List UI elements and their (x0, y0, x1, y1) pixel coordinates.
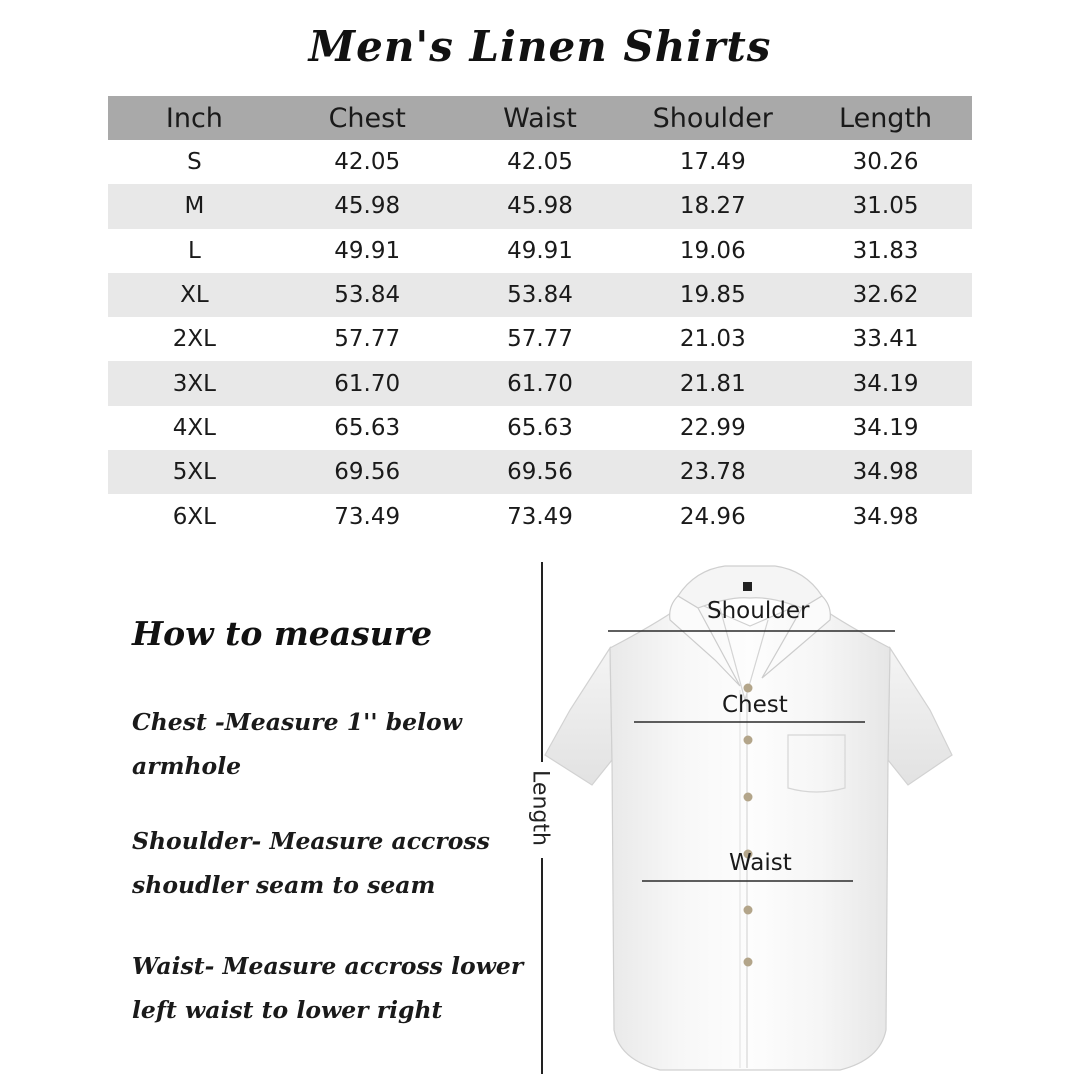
cell-shoulder: 19.85 (626, 273, 799, 317)
cell-size: L (187, 237, 201, 264)
chest-instruction-line-1: Chest -Measure 1'' below (132, 708, 462, 736)
cell-length: 30.26 (852, 149, 919, 176)
cell-chest: 73.49 (334, 503, 401, 530)
header-length: Length (799, 96, 972, 140)
cell-chest: 61.70 (281, 361, 454, 405)
cell-size: XL (108, 273, 281, 317)
cell-size: 2XL (172, 326, 216, 353)
table-row (108, 229, 972, 273)
cell-waist: 45.98 (454, 184, 627, 228)
cell-size: S (187, 149, 202, 176)
header-shoulder: Shoulder (626, 96, 799, 140)
table-row (108, 273, 972, 317)
cell-size: 5XL (108, 450, 281, 494)
cell-chest: 53.84 (281, 273, 454, 317)
cell-length: 33.41 (852, 326, 919, 353)
waist-instruction-line-2: left waist to lower right (132, 996, 443, 1024)
cell-length: 32.62 (799, 273, 972, 317)
shoulder-instruction (132, 819, 552, 907)
waist-label: Waist (729, 850, 792, 876)
shirt-diagram (540, 560, 960, 1080)
cell-length: 31.83 (852, 237, 919, 264)
cell-size: 6XL (172, 503, 216, 530)
how-to-measure-heading: How to measure (132, 614, 433, 653)
cell-shoulder: 24.96 (679, 503, 746, 530)
cell-shoulder: 23.78 (626, 450, 799, 494)
length-label: Length (527, 770, 553, 846)
cell-size: 4XL (172, 414, 216, 441)
left-sleeve (545, 648, 612, 785)
table-row (108, 140, 972, 184)
header-chest: Chest (281, 96, 454, 140)
header-waist: Waist (454, 96, 627, 140)
table-header-row (108, 96, 972, 140)
cell-shoulder: 19.06 (679, 237, 746, 264)
cell-chest: 65.63 (334, 414, 401, 441)
cell-chest: 49.91 (334, 237, 401, 264)
cell-length: 34.19 (799, 361, 972, 405)
cell-waist: 57.77 (507, 326, 573, 353)
cell-size: 3XL (108, 361, 281, 405)
cell-waist: 53.84 (454, 273, 627, 317)
cell-shoulder: 17.49 (679, 149, 746, 176)
cell-waist: 69.56 (454, 450, 627, 494)
button (744, 906, 753, 915)
table-row (108, 317, 972, 361)
cell-chest: 45.98 (281, 184, 454, 228)
cell-length: 34.98 (799, 450, 972, 494)
waist-instruction (132, 944, 552, 1032)
cell-shoulder: 21.03 (679, 326, 746, 353)
cell-waist: 49.91 (507, 237, 573, 264)
cell-waist: 61.70 (454, 361, 627, 405)
shoulder-label: Shoulder (707, 598, 810, 624)
button (744, 736, 753, 745)
cell-waist: 42.05 (507, 149, 573, 176)
button (744, 958, 753, 967)
shirt-body (610, 600, 890, 1070)
waist-instruction-line-1: Waist- Measure accross lower (132, 952, 524, 980)
size-chart-table (108, 96, 972, 539)
shoulder-instruction-line-2: shoudler seam to seam (132, 871, 436, 899)
cell-chest: 69.56 (281, 450, 454, 494)
chest-instruction-line-2: armhole (132, 752, 242, 780)
table-row (108, 406, 972, 450)
cell-shoulder: 21.81 (626, 361, 799, 405)
cell-shoulder: 22.99 (679, 414, 746, 441)
table-row (108, 361, 972, 405)
label-tag (743, 582, 752, 591)
shoulder-instruction-line-1: Shoulder- Measure accross (132, 827, 490, 855)
chest-instruction (132, 700, 552, 788)
cell-shoulder: 18.27 (626, 184, 799, 228)
cell-length: 31.05 (799, 184, 972, 228)
chest-label: Chest (722, 692, 788, 718)
cell-size: M (108, 184, 281, 228)
table-row (108, 494, 972, 538)
right-sleeve (888, 648, 952, 785)
cell-chest: 42.05 (334, 149, 401, 176)
cell-chest: 57.77 (334, 326, 401, 353)
button (744, 793, 753, 802)
header-inch: Inch (108, 96, 281, 140)
cell-waist: 73.49 (507, 503, 573, 530)
cell-waist: 65.63 (507, 414, 573, 441)
table-row (108, 450, 972, 494)
page-title: Men's Linen Shirts (308, 22, 772, 71)
table-row (108, 184, 972, 228)
cell-length: 34.98 (852, 503, 919, 530)
cell-length: 34.19 (852, 414, 919, 441)
